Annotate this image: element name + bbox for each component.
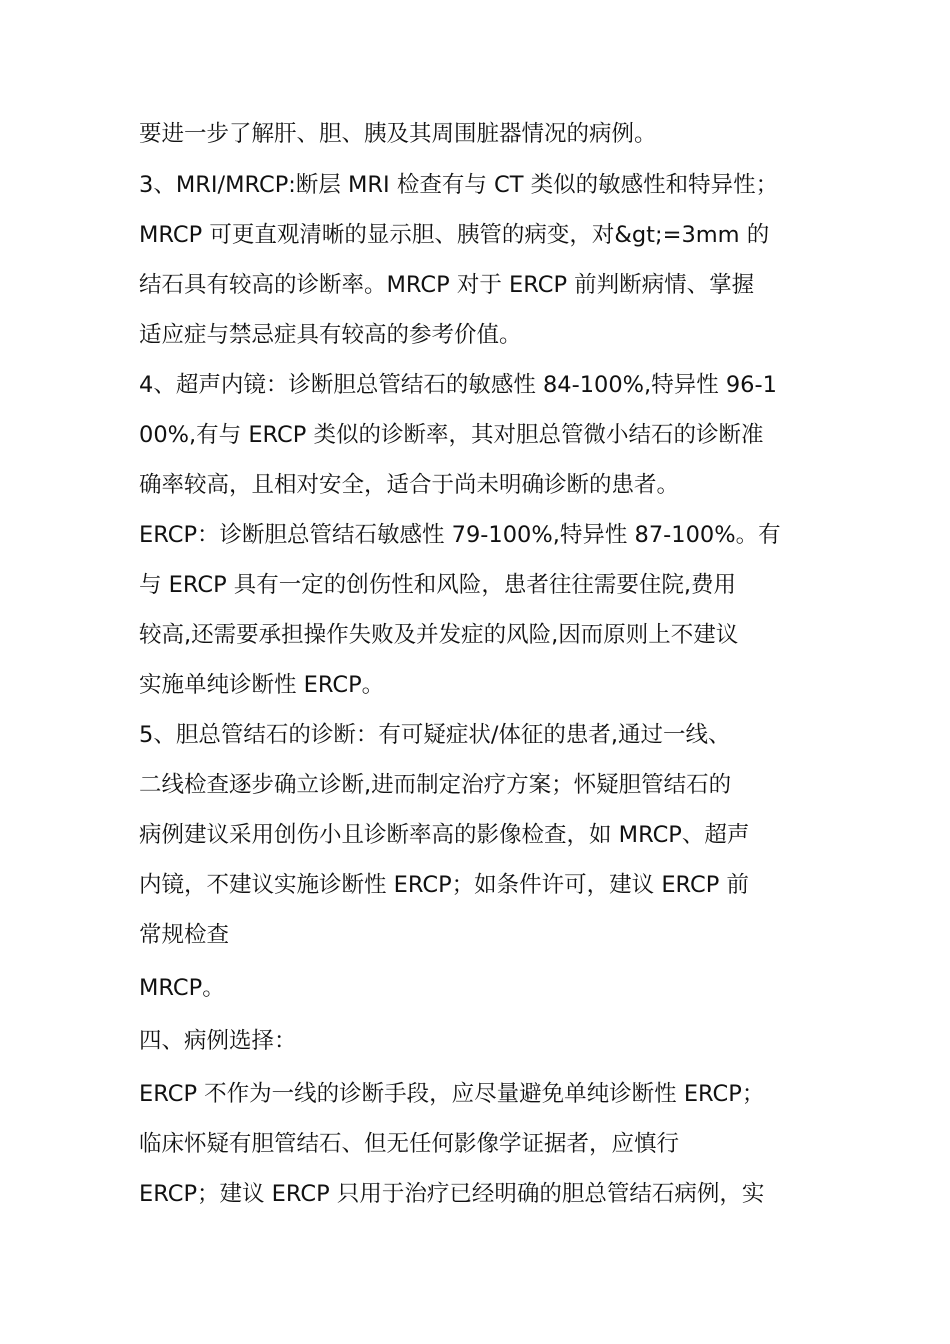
text-line: 确率较高，且相对安全，适合于尚未明确诊断的患者。 bbox=[139, 472, 680, 498]
text-line: 内镜，不建议实施诊断性 ERCP；如条件许可，建议 ERCP 前 bbox=[139, 872, 749, 898]
text-line: MRCP 可更直观清晰的显示胆、胰管的病变，对&gt;=3mm 的 bbox=[139, 222, 770, 248]
text-line: 四、病例选择： bbox=[139, 1028, 297, 1054]
text-line: ERCP：诊断胆总管结石敏感性 79-100%,特异性 87-100%。有 bbox=[139, 522, 781, 548]
text-line: 实施单纯诊断性 ERCP。 bbox=[139, 672, 385, 698]
text-line: 适应症与禁忌症具有较高的参考价值。 bbox=[139, 322, 522, 348]
text-line: ERCP 不作为一线的诊断手段，应尽量避免单纯诊断性 ERCP； bbox=[139, 1081, 765, 1107]
text-line: 较高,还需要承担操作失败及并发症的风险,因而原则上不建议 bbox=[139, 622, 739, 648]
text-line: 结石具有较高的诊断率。MRCP 对于 ERCP 前判断病情、掌握 bbox=[139, 272, 755, 298]
text-line: 临床怀疑有胆管结石、但无任何影像学证据者，应慎行 bbox=[139, 1131, 680, 1157]
text-line: 00%,有与 ERCP 类似的诊断率，其对胆总管微小结石的诊断准 bbox=[139, 422, 764, 448]
text-line: 5、胆总管结石的诊断：有可疑症状/体征的患者,通过一线、 bbox=[139, 722, 731, 748]
text-line: 3、MRI/MRCP:断层 MRI 检查有与 CT 类似的敏感性和特异性； bbox=[139, 172, 779, 198]
text-line: 病例建议采用创伤小且诊断率高的影像检查，如 MRCP、超声 bbox=[139, 822, 750, 848]
text-line: 4、超声内镜：诊断胆总管结石的敏感性 84-100%,特异性 96-1 bbox=[139, 372, 777, 398]
text-line: ERCP；建议 ERCP 只用于治疗已经明确的胆总管结石病例，实 bbox=[139, 1181, 765, 1207]
text-line: 二线检查逐步确立诊断,进而制定治疗方案；怀疑胆管结石的 bbox=[139, 772, 732, 798]
text-line: 与 ERCP 具有一定的创伤性和风险，患者往往需要住院,费用 bbox=[139, 572, 736, 598]
text-line: 要进一步了解肝、胆、胰及其周围脏器情况的病例。 bbox=[139, 121, 657, 147]
text-line: 常规检查 bbox=[139, 922, 230, 948]
text-line: MRCP。 bbox=[139, 975, 225, 1001]
